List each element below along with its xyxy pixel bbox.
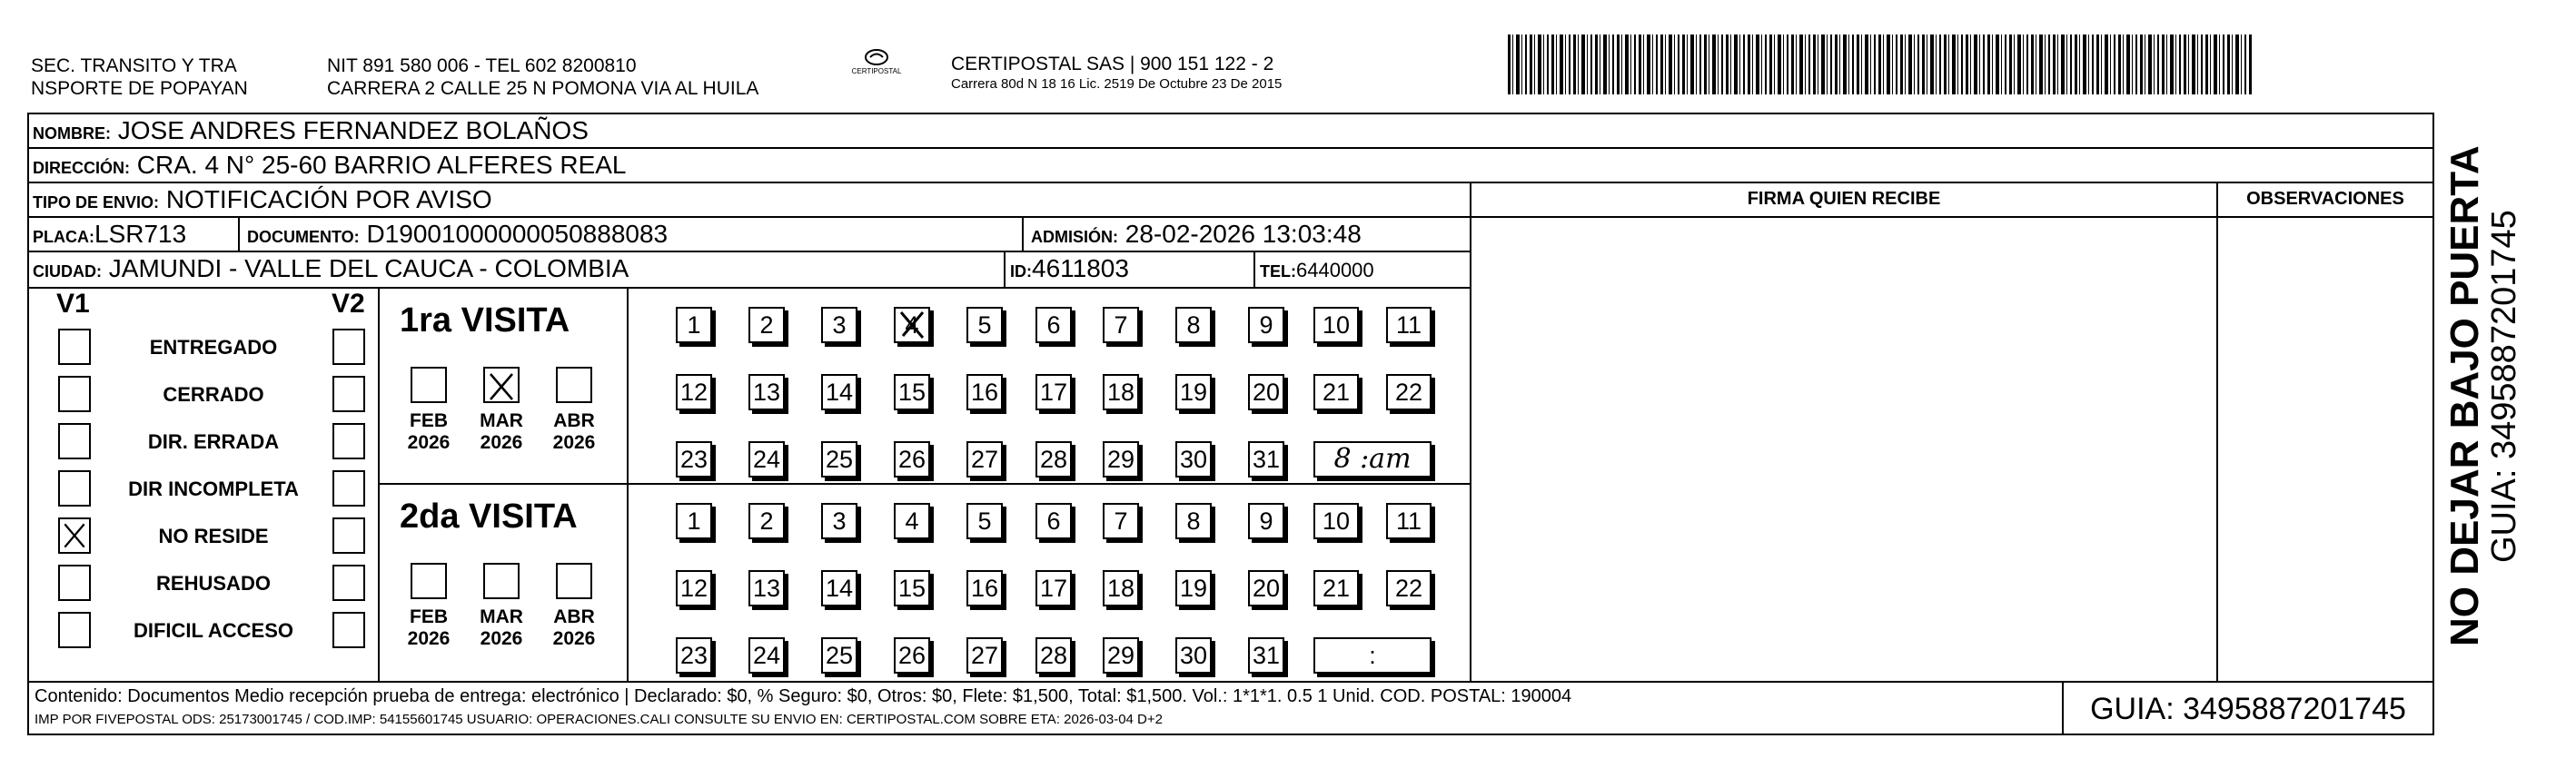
day-checkbox[interactable]: 9 — [1248, 503, 1284, 539]
frame-placa-sep — [238, 216, 240, 252]
day-checkbox[interactable]: 9 — [1248, 307, 1284, 343]
status-v1-checkbox[interactable] — [58, 376, 91, 412]
contenido-line: Contenido: Documentos Medio recepción prueba de entrega: electrónico | Declarado: $0, % Seguro: $0, Otros: $0, Flete: $1,500, Total: $1,500. Vol.: 1*1*1. 0.5 1 Unid. COD. POSTAL: 190004 — [35, 686, 1572, 706]
frame-obs — [2216, 182, 2218, 683]
day-checkbox[interactable]: 15 — [894, 374, 930, 410]
logo-icon — [863, 47, 890, 67]
month-year: 2026 — [407, 628, 451, 649]
month-name: MAR — [480, 410, 523, 431]
month-checkbox[interactable] — [556, 563, 592, 599]
frame-id-sep — [1004, 251, 1006, 289]
day-checkbox[interactable]: 18 — [1103, 570, 1139, 606]
id-label: ID: — [1010, 262, 1032, 281]
day-checkbox[interactable]: 5 — [966, 307, 1003, 343]
day-checkbox[interactable]: 12 — [676, 374, 712, 410]
direccion-value: CRA. 4 N° 25-60 BARRIO ALFERES REAL — [136, 151, 627, 179]
day-checkbox[interactable]: 28 — [1035, 441, 1072, 478]
month-name: ABR — [553, 410, 595, 431]
day-checkbox[interactable]: 25 — [821, 637, 857, 674]
sender-line-2: NSPORTE DE POPAYAN — [31, 78, 248, 99]
signature-area[interactable] — [1473, 218, 2214, 679]
status-v2-checkbox[interactable] — [332, 612, 365, 648]
month-name: FEB — [410, 606, 448, 627]
day-checkbox[interactable]: 14 — [821, 374, 857, 410]
status-v1-checkbox[interactable] — [58, 423, 91, 459]
frame-tel-sep — [1253, 251, 1255, 289]
certipostal-logo — [831, 47, 922, 76]
day-checkbox[interactable]: 24 — [748, 637, 785, 674]
day-checkbox[interactable]: 21 — [1313, 374, 1359, 410]
admision-value: 28-02-2026 13:03:48 — [1125, 220, 1362, 248]
status-v2-checkbox[interactable] — [332, 329, 365, 365]
day-checkbox[interactable]: 10 — [1313, 503, 1359, 539]
observaciones-label: OBSERVACIONES — [2246, 189, 2404, 209]
tel-label: TEL: — [1260, 262, 1296, 281]
status-v2-checkbox[interactable] — [332, 517, 365, 554]
day-checkbox[interactable]: 17 — [1035, 570, 1072, 606]
day-checkbox[interactable]: 2 — [748, 307, 785, 343]
month-name: MAR — [480, 606, 523, 627]
day-checkbox[interactable]: 8 — [1175, 307, 1212, 343]
month-label — [474, 410, 529, 454]
tipo-value: NOTIFICACIÓN POR AVISO — [165, 185, 492, 213]
frame-admision-sep — [1022, 216, 1024, 252]
status-v2-checkbox[interactable] — [332, 376, 365, 412]
v2-label: V2 — [332, 289, 365, 319]
direccion-label: DIRECCIÓN: — [33, 159, 130, 177]
nit-line: NIT 891 580 006 - TEL 602 8200810 — [327, 55, 637, 76]
admision-cell — [1031, 220, 1362, 251]
side-guia: GUIA: 3495887201745 — [2485, 210, 2523, 563]
frame-left — [27, 113, 29, 735]
month-year: 2026 — [552, 432, 596, 453]
day-checkbox[interactable]: 20 — [1248, 374, 1284, 410]
side-warning: NO DEJAR BAJO PUERTA — [2442, 145, 2487, 646]
day-checkbox[interactable]: 13 — [748, 570, 785, 606]
month-checkbox[interactable] — [483, 367, 520, 403]
visit-title: 2da VISITA — [400, 497, 578, 536]
status-label: NO RESIDE — [158, 525, 269, 547]
day-checkbox[interactable]: 12 — [676, 570, 712, 606]
ciudad-value: JAMUNDI - VALLE DEL CAUCA - COLOMBIA — [108, 254, 629, 282]
month-name: ABR — [553, 606, 595, 627]
day-checkbox[interactable]: 31 — [1248, 441, 1284, 478]
frame-top — [27, 113, 2434, 114]
day-checkbox[interactable]: 21 — [1313, 570, 1359, 606]
day-checkbox[interactable]: 26 — [894, 637, 930, 674]
day-checkbox[interactable]: 3 — [821, 307, 857, 343]
status-label: DIR INCOMPLETA — [128, 478, 299, 500]
month-year: 2026 — [480, 628, 523, 649]
day-checkbox[interactable]: 30 — [1175, 637, 1212, 674]
day-checkbox[interactable]: 29 — [1103, 637, 1139, 674]
frame-right — [2432, 113, 2434, 735]
day-checkbox[interactable]: 25 — [821, 441, 857, 478]
documento-value: D19001000000050888083 — [366, 220, 669, 248]
month-name: FEB — [410, 410, 448, 431]
time-field[interactable]: 8 :am — [1313, 441, 1432, 478]
admision-label: ADMISIÓN: — [1031, 228, 1118, 246]
day-checkbox[interactable]: 1 — [676, 307, 712, 343]
day-checkbox[interactable]: 19 — [1175, 374, 1212, 410]
nombre-value: JOSE ANDRES FERNANDEZ BOLAÑOS — [117, 116, 589, 144]
day-checkbox[interactable]: 4 — [894, 307, 930, 343]
day-checkbox[interactable]: 3 — [821, 503, 857, 539]
visit-title: 1ra VISITA — [400, 301, 570, 340]
day-checkbox[interactable]: 27 — [966, 441, 1003, 478]
company-info — [951, 53, 1282, 94]
day-checkbox[interactable]: 27 — [966, 637, 1003, 674]
month-checkbox[interactable] — [483, 563, 520, 599]
day-checkbox[interactable]: 7 — [1103, 503, 1139, 539]
logo-text: CERTIPOSTAL — [851, 67, 902, 75]
day-checkbox[interactable]: 14 — [821, 570, 857, 606]
status-label: DIFICIL ACCESO — [133, 619, 293, 642]
sender-name — [31, 54, 248, 100]
frame-footer-top — [27, 681, 2434, 683]
month-checkbox[interactable] — [411, 367, 447, 403]
month-label — [547, 606, 601, 650]
day-checkbox[interactable]: 31 — [1248, 637, 1284, 674]
ciudad-cell — [33, 254, 629, 286]
tel-cell — [1260, 254, 1374, 286]
day-checkbox[interactable]: 1 — [676, 503, 712, 539]
status-v1-checkbox[interactable] — [58, 329, 91, 365]
ciudad-label: CIUDAD: — [33, 262, 102, 281]
tipo-row — [33, 185, 492, 217]
day-checkbox[interactable]: 15 — [894, 570, 930, 606]
day-checkbox[interactable]: 23 — [676, 441, 712, 478]
status-v1-checkbox[interactable] — [58, 470, 91, 507]
day-checkbox[interactable]: 17 — [1035, 374, 1072, 410]
day-checkbox[interactable]: 22 — [1386, 374, 1432, 410]
tel-value: 6440000 — [1296, 259, 1374, 281]
nombre-label: NOMBRE: — [33, 124, 111, 143]
sender-line-1: SEC. TRANSITO Y TRA — [31, 55, 237, 76]
status-label: REHUSADO — [156, 572, 271, 595]
day-check-mark — [894, 307, 930, 343]
day-checkbox[interactable]: 24 — [748, 441, 785, 478]
day-checkbox[interactable]: 13 — [748, 374, 785, 410]
address-line: CARRERA 2 CALLE 25 N POMONA VIA AL HUILA — [327, 78, 759, 99]
month-year: 2026 — [480, 432, 523, 453]
month-year: 2026 — [552, 628, 596, 649]
day-checkbox[interactable]: 30 — [1175, 441, 1212, 478]
month-year: 2026 — [407, 432, 451, 453]
placa-value: LSR713 — [94, 220, 187, 248]
frame-month-sep — [627, 287, 629, 683]
frame-status-sep — [378, 287, 380, 683]
frame-mid — [1470, 182, 1471, 683]
day-checkbox[interactable]: 4 — [894, 503, 930, 539]
tipo-label: TIPO DE ENVIO: — [33, 193, 160, 212]
documento-label: DOCUMENTO: — [247, 228, 360, 246]
documento-cell — [247, 220, 668, 251]
status-v1-checkbox[interactable] — [58, 565, 91, 601]
month-label — [401, 410, 456, 454]
month-checkbox[interactable] — [411, 563, 447, 599]
observaciones-area[interactable] — [2220, 218, 2431, 679]
day-checkbox[interactable]: 2 — [748, 503, 785, 539]
status-label: CERRADO — [163, 383, 264, 406]
day-checkbox[interactable]: 19 — [1175, 570, 1212, 606]
nombre-row — [33, 116, 589, 148]
day-checkbox[interactable]: 7 — [1103, 307, 1139, 343]
status-label: DIR. ERRADA — [147, 430, 280, 453]
placa-cell — [33, 220, 186, 251]
direccion-row — [33, 151, 627, 182]
day-checkbox[interactable]: 28 — [1035, 637, 1072, 674]
day-checkbox[interactable]: 18 — [1103, 374, 1139, 410]
month-label — [547, 410, 601, 454]
month-label — [401, 606, 456, 650]
day-checkbox[interactable]: 29 — [1103, 441, 1139, 478]
v1-label: V1 — [56, 289, 90, 319]
month-label — [474, 606, 529, 650]
frame-bottom — [27, 734, 2434, 735]
placa-label: PLACA: — [33, 228, 94, 246]
status-v2-checkbox[interactable] — [332, 423, 365, 459]
barcode — [1508, 34, 2253, 94]
imp-line: IMP POR FIVEPOSTAL ODS: 25173001745 / COD.IMP: 54155601745 USUARIO: OPERACIONES.CALI CONSULTE SU ENVIO EN: CERTIPOSTAL.COM SOBRE ETA: 2026-03-04 D+2 — [35, 712, 1163, 727]
month-checkbox[interactable] — [556, 367, 592, 403]
day-checkbox[interactable]: 16 — [966, 570, 1003, 606]
frame-visit-sep — [378, 483, 1471, 485]
day-checkbox[interactable]: 22 — [1386, 570, 1432, 606]
day-checkbox[interactable]: 20 — [1248, 570, 1284, 606]
day-checkbox[interactable]: 11 — [1386, 503, 1432, 539]
firma-label: FIRMA QUIEN RECIBE — [1747, 189, 1941, 209]
status-label: ENTREGADO — [149, 336, 278, 359]
day-checkbox[interactable]: 6 — [1035, 503, 1072, 539]
status-v2-checkbox[interactable] — [332, 470, 365, 507]
status-v2-checkbox[interactable] — [332, 565, 365, 601]
footer-guia: GUIA: 3495887201745 — [2090, 692, 2406, 726]
day-checkbox[interactable]: 23 — [676, 637, 712, 674]
company-address: Carrera 80d N 18 16 Lic. 2519 De Octubre 23 De 2015 — [951, 76, 1283, 92]
day-checkbox[interactable]: 8 — [1175, 503, 1212, 539]
status-v1-checkbox[interactable] — [58, 612, 91, 648]
company-line: CERTIPOSTAL SAS | 900 151 122 - 2 — [951, 54, 1274, 74]
day-checkbox[interactable]: 11 — [1386, 307, 1432, 343]
day-checkbox[interactable]: 16 — [966, 374, 1003, 410]
time-field[interactable]: : — [1313, 637, 1432, 674]
day-checkbox[interactable]: 26 — [894, 441, 930, 478]
day-checkbox[interactable]: 6 — [1035, 307, 1072, 343]
id-cell — [1010, 254, 1129, 286]
status-v1-checkbox[interactable] — [58, 517, 91, 554]
day-checkbox[interactable]: 5 — [966, 503, 1003, 539]
sender-contact — [327, 54, 758, 100]
id-value: 4611803 — [1032, 254, 1129, 282]
day-checkbox[interactable]: 10 — [1313, 307, 1359, 343]
